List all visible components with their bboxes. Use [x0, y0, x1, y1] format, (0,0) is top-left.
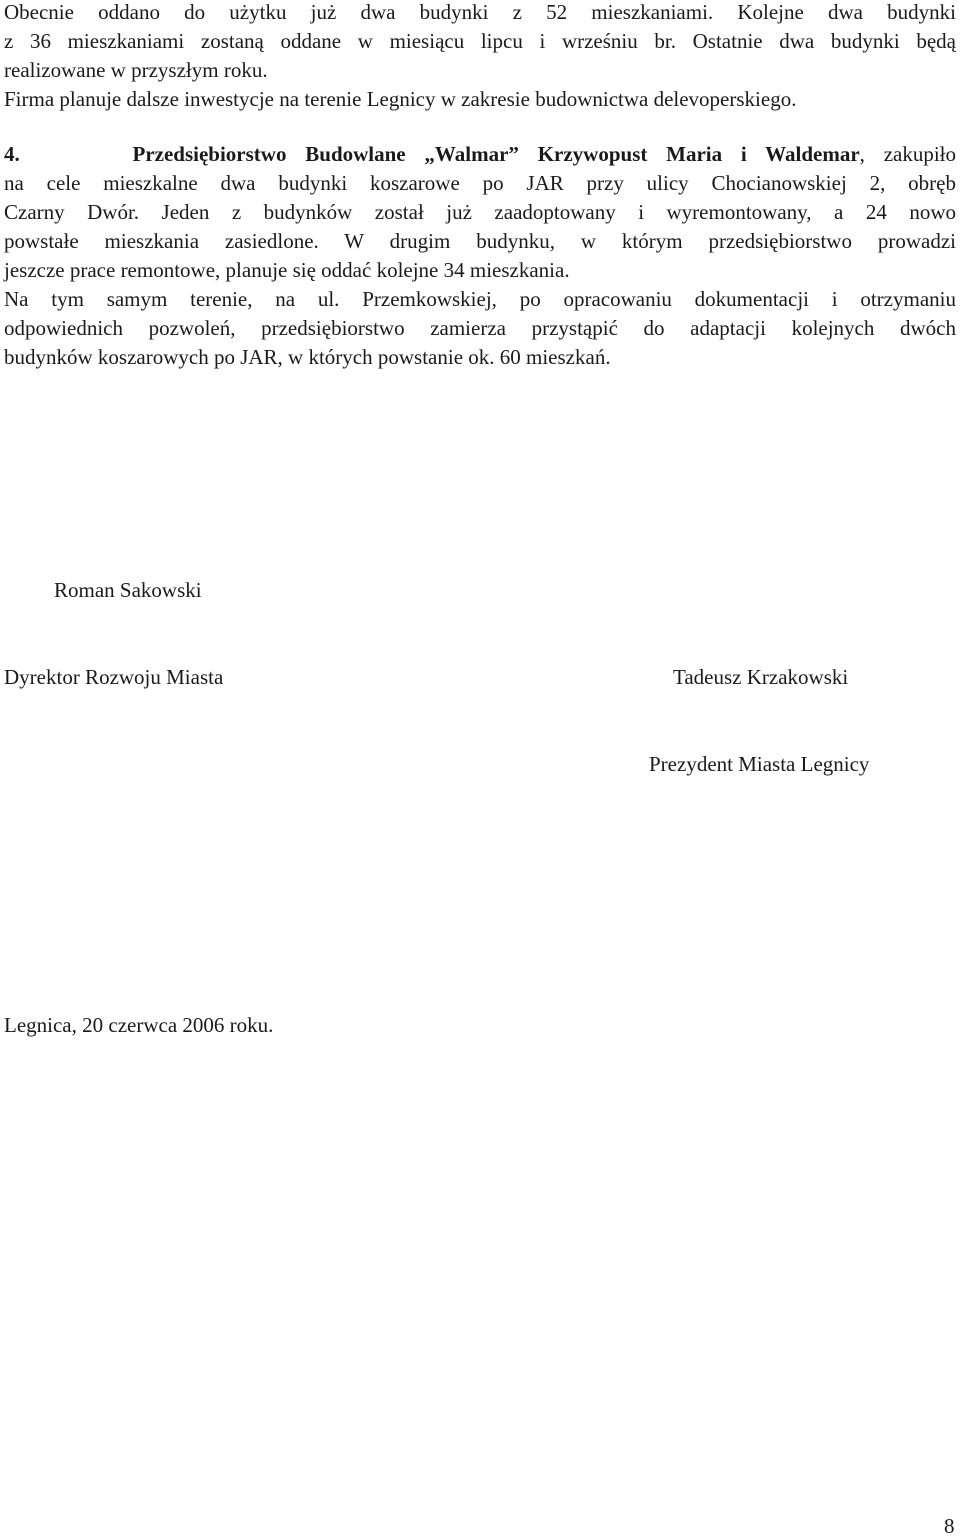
paragraph-line: odpowiednich pozwoleń, przedsiębiorstwo zamierza przystąpić do adaptacji kolejnych dwóch: [4, 316, 956, 340]
heading-line-rest: , zakupiło: [859, 142, 957, 166]
page-number: 8: [944, 1514, 955, 1538]
signatory-right-name: Tadeusz Krzakowski: [673, 665, 849, 689]
paragraph-line: budynków koszarowych po JAR, w których powstanie ok. 60 mieszkań.: [4, 345, 611, 369]
paragraph-line: Obecnie oddano do użytku już dwa budynki z 52 mieszkaniami. Kolejne dwa budynki: [4, 0, 956, 24]
paragraph-line: na cele mieszkalne dwa budynki koszarowe po JAR przy ulicy Chocianowskiej 2, obręb: [4, 171, 956, 195]
paragraph-line: realizowane w przyszłym roku.: [4, 58, 268, 82]
paragraph-line: z 36 mieszkaniami zostaną oddane w miesiącu lipcu i wrześniu br. Ostatnie dwa budynki będą: [4, 29, 956, 53]
item-4-heading-line: [4, 142, 956, 166]
paragraph-line: Na tym samym terenie, na ul. Przemkowskiej, po opracowaniu dokumentacji i otrzymaniu: [4, 287, 956, 311]
paragraph-line: powstałe mieszkania zasiedlone. W drugim budynku, w którym przedsiębiorstwo prowadzi: [4, 229, 956, 253]
paragraph-line: Firma planuje dalsze inwestycje na terenie Legnicy w zakresie budownictwa delevoperskiego.: [4, 87, 797, 111]
paragraph-line: Czarny Dwór. Jeden z budynków został już zaadoptowany i wyremontowany, a 24 nowo: [4, 200, 956, 224]
item-number: 4.: [4, 142, 20, 166]
company-name: Przedsiębiorstwo Budowlane „Walmar” Krzywopust Maria i Waldemar: [132, 142, 860, 166]
paragraph-line: jeszcze prace remontowe, planuje się oddać kolejne 34 mieszkania.: [4, 258, 570, 282]
place-date: Legnica, 20 czerwca 2006 roku.: [4, 1013, 274, 1037]
signatory-left-title: Dyrektor Rozwoju Miasta: [4, 665, 224, 689]
signatory-left-name: Roman Sakowski: [54, 578, 202, 602]
signatory-right-title: Prezydent Miasta Legnicy: [649, 752, 870, 776]
